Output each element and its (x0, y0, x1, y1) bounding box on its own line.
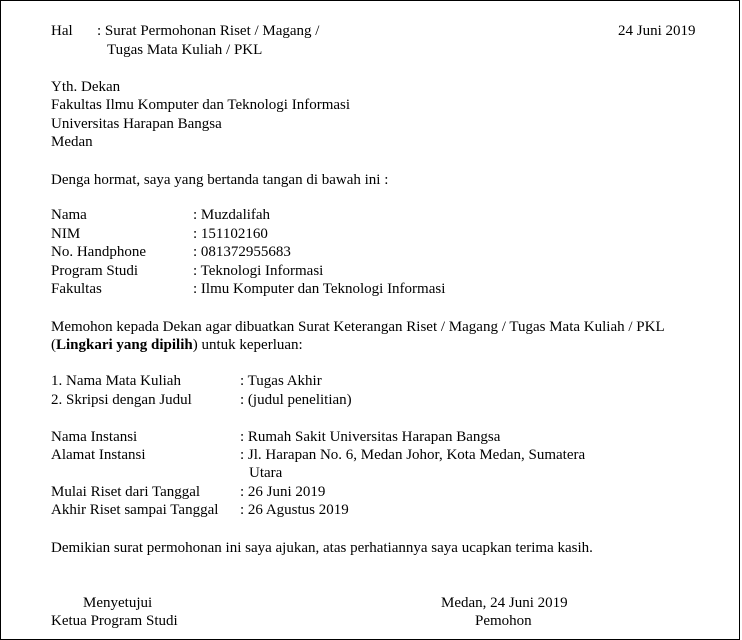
signature-left-line1: Menyetujui (83, 595, 153, 611)
recipient-line4: Medan (51, 134, 93, 150)
hal-value-line2: Tugas Mata Kuliah / PKL (107, 42, 263, 58)
institution-value-end-date: : 26 Agustus 2019 (240, 502, 349, 518)
request-line1: Memohon kepada Dekan agar dibuatkan Surat Keterangan Riset / Magang / Tugas Mata Kuliah / PKL (51, 319, 665, 335)
hal-value-line1: : Surat Permohonan Riset / Magang / (97, 23, 320, 39)
institution-value-address-cont: Utara (249, 465, 283, 481)
closing-text: Demikian surat permohonan ini saya ajukan, atas perhatiannya saya ucapkan terima kasih. (51, 540, 593, 556)
letter-date: 24 Juni 2019 (618, 23, 696, 39)
applicant-label-nim: NIM (51, 226, 81, 242)
request-open-paren: ( (51, 337, 56, 353)
signature-right-line2: Pemohon (475, 613, 532, 629)
institution-value-name: : Rumah Sakit Universitas Harapan Bangsa (240, 429, 501, 445)
purpose-label-course: 1. Nama Mata Kuliah (51, 373, 181, 389)
applicant-label-name: Nama (51, 207, 87, 223)
institution-label-end-date: Akhir Riset sampai Tanggal (51, 502, 219, 518)
signature-left-line2: Ketua Program Studi (51, 613, 178, 629)
greeting-text: Denga hormat, saya yang bertanda tangan di bawah ini : (51, 172, 389, 188)
signature-right-line1: Medan, 24 Juni 2019 (441, 595, 568, 611)
institution-value-start-date: : 26 Juni 2019 (240, 484, 326, 500)
applicant-value-name: : Muzdalifah (193, 207, 271, 223)
institution-label-name: Nama Instansi (51, 429, 138, 445)
institution-value-address: : Jl. Harapan No. 6, Medan Johor, Kota Medan, Sumatera (240, 447, 586, 463)
hal-label: Hal (51, 23, 73, 39)
applicant-value-phone: : 081372955683 (193, 244, 291, 260)
request-rest: ) untuk keperluan: (192, 337, 303, 353)
applicant-label-faculty: Fakultas (51, 281, 102, 297)
applicant-label-study-program: Program Studi (51, 263, 139, 279)
institution-label-address: Alamat Instansi (51, 447, 146, 463)
purpose-label-thesis: 2. Skripsi dengan Judul (51, 392, 192, 408)
applicant-label-phone: No. Handphone (51, 244, 146, 260)
recipient-line1: Yth. Dekan (51, 79, 121, 95)
recipient-line2: Fakultas Ilmu Komputer dan Teknologi Informasi (51, 97, 351, 113)
applicant-value-faculty: : Ilmu Komputer dan Teknologi Informasi (193, 281, 446, 297)
institution-label-start-date: Mulai Riset dari Tanggal (51, 484, 201, 500)
recipient-line3: Universitas Harapan Bangsa (51, 116, 222, 132)
request-bold-instruction: Lingkari yang dipilih (56, 337, 193, 353)
purpose-value-thesis: : (judul penelitian) (240, 392, 352, 408)
applicant-value-nim: : 151102160 (193, 226, 268, 242)
request-line2 (51, 336, 303, 354)
applicant-value-study-program: : Teknologi Informasi (193, 263, 324, 279)
purpose-value-course: : Tugas Akhir (240, 373, 322, 389)
